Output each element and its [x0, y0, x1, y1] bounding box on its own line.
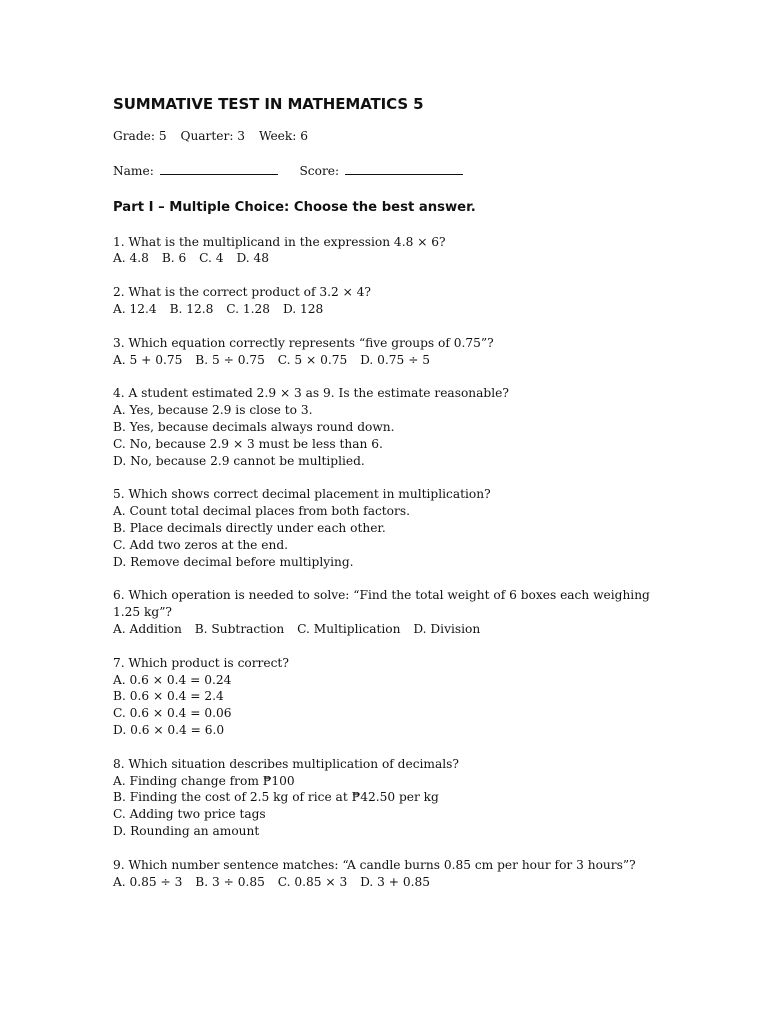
question-text: 4. A student estimated 2.9 × 3 as 9. Is the estimate reasonable? [113, 386, 509, 401]
question-text: 9. Which number sentence matches: “A candle burns 0.85 cm per hour for 3 hours”? [113, 857, 636, 872]
option-d: D. Division [413, 621, 481, 636]
option-c: C. 4 [199, 251, 224, 266]
question-8 [113, 756, 653, 840]
option-d: D. Remove decimal before multiplying. [113, 554, 354, 569]
option-c: C. Multiplication [297, 621, 401, 636]
option-a: A. 5 + 0.75 [113, 352, 183, 367]
option-a: A. 4.8 [113, 251, 149, 266]
question-7 [113, 655, 653, 739]
option-d: D. 128 [282, 301, 324, 316]
question-text: 6. Which operation is needed to solve: “Find the total weight of 6 boxes each weighing 1.25 kg”? [113, 588, 650, 620]
option-c: C. No, because 2.9 × 3 must be less than 6. [113, 436, 383, 451]
question-2 [113, 284, 653, 318]
option-c: C. 0.85 × 3 [277, 874, 348, 889]
option-d: D. 48 [236, 251, 270, 266]
question-text: 5. Which shows correct decimal placement in multiplication? [113, 487, 491, 502]
option-a: A. 12.4 [113, 301, 157, 316]
option-b: B. 6 [161, 251, 187, 266]
name-blank [160, 163, 278, 175]
option-b: B. 12.8 [169, 301, 214, 316]
option-c: C. Add two zeros at the end. [113, 537, 288, 552]
question-5 [113, 486, 653, 570]
option-c: C. 5 × 0.75 [277, 352, 348, 367]
score-blank [345, 163, 463, 175]
question-1 [113, 234, 653, 268]
question-3 [113, 335, 653, 369]
option-a: A. Yes, because 2.9 is close to 3. [113, 403, 313, 418]
question-6 [113, 587, 653, 637]
option-a: A. 0.6 × 0.4 = 0.24 [113, 672, 232, 687]
question-4 [113, 385, 653, 469]
option-b: B. Finding the cost of 2.5 kg of rice at ₱42.50 per kg [113, 790, 439, 805]
option-b: B. 3 ÷ 0.85 [195, 874, 265, 889]
option-c: C. 1.28 [226, 301, 271, 316]
option-d: D. 0.75 ÷ 5 [360, 352, 431, 367]
question-text: 2. What is the correct product of 3.2 × 4? [113, 285, 371, 300]
option-d: D. Rounding an amount [113, 823, 260, 838]
option-a: A. 0.85 ÷ 3 [113, 874, 183, 889]
name-label: Name: [113, 163, 154, 178]
question-9 [113, 857, 653, 891]
meta-line [113, 128, 653, 145]
option-b: B. Place decimals directly under each other. [113, 520, 386, 535]
name-score-line [113, 163, 653, 180]
grade-text: Grade: 5 [113, 129, 167, 143]
question-text: 8. Which situation describes multiplication of decimals? [113, 756, 459, 771]
option-b: B. 0.6 × 0.4 = 2.4 [113, 689, 224, 704]
question-text: 7. Which product is correct? [113, 655, 289, 670]
option-d: D. No, because 2.9 cannot be multiplied. [113, 453, 365, 468]
part-heading: Part I – Multiple Choice: Choose the best answer. [113, 199, 476, 215]
option-c: C. 0.6 × 0.4 = 0.06 [113, 706, 232, 721]
quarter-text: Quarter: 3 [180, 129, 246, 143]
option-a: A. Count total decimal places from both factors. [113, 504, 410, 519]
option-a: A. Finding change from ₱100 [113, 773, 295, 788]
test-document [113, 94, 653, 907]
option-b: B. Subtraction [194, 621, 285, 636]
option-a: A. Addition [113, 621, 182, 636]
option-d: D. 0.6 × 0.4 = 6.0 [113, 722, 225, 737]
option-d: D. 3 + 0.85 [360, 874, 431, 889]
page-title: SUMMATIVE TEST IN MATHEMATICS 5 [113, 95, 424, 113]
option-b: B. Yes, because decimals always round down. [113, 419, 395, 434]
question-text: 1. What is the multiplicand in the expression 4.8 × 6? [113, 234, 446, 249]
option-b: B. 5 ÷ 0.75 [195, 352, 265, 367]
week-text: Week: 6 [258, 129, 309, 143]
option-c: C. Adding two price tags [113, 807, 266, 822]
question-text: 3. Which equation correctly represents “five groups of 0.75”? [113, 335, 494, 350]
score-label: Score: [299, 163, 340, 178]
